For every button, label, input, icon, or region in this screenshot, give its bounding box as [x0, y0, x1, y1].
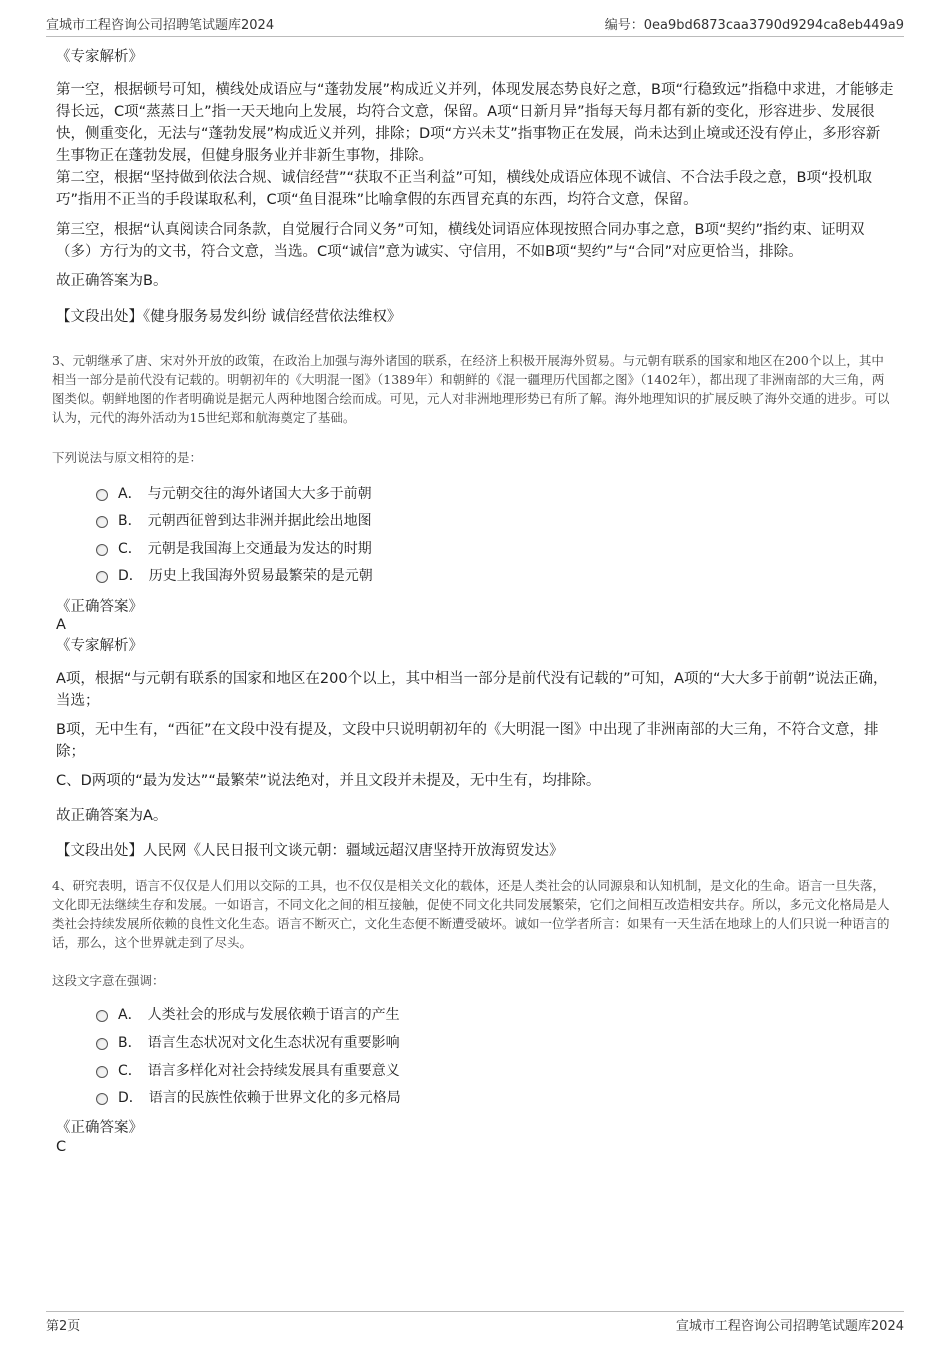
q2-analysis-para-3: 第三空，根据“认真阅读合同条款，自觉履行合同义务”可知，横线处词语应体现按照合同办事之意，B项“契约”指约束、证明双（多）方行为的文书，符合文意，当选。C项“诚信”意为诚实、守信用，不如B项“契约”与“合同”对应更恰当，排除。	[56, 222, 865, 260]
q3-passage: 3、元朝继承了唐、宋对外开放的政策，在政治上加强与海外诸国的联系，在经济上积极开展海外贸易。与元朝有联系的国家和地区在200个以上，其中相当一部分是前代没有记载的。明朝初年的《大明混一图》（1389年）和朝鲜的《混一疆理历代国都之图》（1402年），都出现了非洲南部的大三角，两图类似。朝鲜地图的作者明确说是据元人两种地图合绘而成。可见，元人对非洲地理形势已有所了解。海外地理知识的扩展反映了海外交通的进步。可以认为，元代的海外活动为15世纪郑和航海奠定了基础。	[52, 353, 890, 425]
q2-expert-label: 《专家解析》	[56, 49, 143, 65]
radio-button-icon[interactable]	[96, 571, 108, 583]
q3-option-d[interactable]	[96, 565, 373, 585]
q4-option-b[interactable]	[96, 1032, 400, 1052]
page-number: 第2页	[46, 1319, 81, 1334]
radio-button-icon[interactable]	[96, 1038, 108, 1050]
option-text: 人类社会的形成与发展依赖于语言的产生	[147, 1007, 400, 1023]
q3-conclusion: 故正确答案为A。	[56, 808, 168, 824]
q4-passage: 4、研究表明，语言不仅仅是人们用以交际的工具，也不仅仅是相关文化的载体，还是人类社会的认同源泉和认知机制，是文化的生命。语言一旦失落，文化即无法继续生存和发展。一如语言，不同文化之间的相互接触，促使不同文化共同发展繁荣，它们之间相互改造相安共存。所以，多元文化格局是人类社会持续发展所依赖的良性文化生态。语言不断灭亡，文化生态便不断遭受破坏。诚如一位学者所言：如果有一天生活在地球上的人们只说一种语言的话，那么，这个世界就走到了尽头。	[52, 878, 890, 950]
q3-answer: A	[56, 617, 66, 633]
option-letter: B．	[118, 513, 142, 529]
option-text: 元朝西征曾到达非洲并据此绘出地图	[147, 513, 372, 529]
option-letter: C．	[118, 1063, 142, 1079]
q3-analysis-para-3: C、D两项的“最为发达”“最繁荣”说法绝对，并且文段并未提及，无中生有，均排除。	[56, 773, 601, 789]
option-letter: B．	[118, 1035, 142, 1051]
document-id: 编号：0ea9bd6873caa3790d9294ca8eb449a9	[604, 18, 904, 33]
option-text: 语言生态状况对文化生态状况有重要影响	[147, 1035, 400, 1051]
q4-answer: C	[56, 1139, 67, 1155]
option-letter: A．	[118, 486, 142, 502]
option-text: 语言的民族性依赖于世界文化的多元格局	[148, 1090, 401, 1106]
page-header	[46, 14, 904, 37]
option-text: 历史上我国海外贸易最繁荣的是元朝	[148, 568, 373, 584]
option-letter: A．	[118, 1007, 142, 1023]
q3-source: 【文段出处】人民网《人民日报刊文谈元朝：疆域远超汉唐坚持开放海贸发达》	[56, 843, 564, 859]
option-letter: D．	[118, 568, 143, 584]
q3-analysis-para-1: A项，根据“与元朝有联系的国家和地区在200个以上，其中相当一部分是前代没有记载的”可知，A项的“大大多于前朝”说法正确，当选；	[56, 671, 888, 709]
q2-analysis-para-1: 第一空，根据顿号可知，横线处成语应与“蓬勃发展”构成近义并列，体现发展态势良好之意，B项“行稳致远”指稳中求进，才能够走得长远，C项“蒸蒸日上”指一天天地向上发展，均符合文意，保留。A项“日新月异”指每天每月都有新的变化，形容进步、发展很快，侧重变化，无法与“蓬勃发展”构成近义并列，排除；D项“方兴未艾”指事物正在发展，尚未达到止境或还没有停止，多形容新生事物正在蓬勃发展，但健身服务业并非新生事物，排除。	[56, 82, 894, 164]
option-text: 与元朝交往的海外诸国大大多于前朝	[147, 486, 372, 502]
q4-option-c[interactable]	[96, 1060, 400, 1080]
q3-answer-label: 《正确答案》	[56, 599, 143, 615]
footer-title: 宣城市工程咨询公司招聘笔试题库2024	[675, 1319, 904, 1334]
radio-button-icon[interactable]	[96, 516, 108, 528]
page-footer	[46, 1311, 904, 1337]
q3-option-a[interactable]	[96, 483, 372, 503]
option-text: 元朝是我国海上交通最为发达的时期	[147, 541, 372, 557]
q4-prompt: 这段文字意在强调：	[52, 973, 165, 988]
q2-analysis-para-2: 第二空，根据“坚持做到依法合规、诚信经营”“获取不正当利益”可知，横线处成语应体现不诚信、不合法手段之意，B项“投机取巧”指用不正当的手段谋取私利，C项“鱼目混珠”比喻拿假的东西冒充真的东西，均符合文意，保留。	[56, 170, 873, 208]
q4-option-d[interactable]	[96, 1087, 401, 1107]
q2-source: 【文段出处】《健身服务易发纠纷 诚信经营依法维权》	[56, 309, 402, 325]
radio-button-icon[interactable]	[96, 1066, 108, 1078]
q2-conclusion: 故正确答案为B。	[56, 273, 168, 289]
option-letter: D．	[118, 1090, 143, 1106]
header-title: 宣城市工程咨询公司招聘笔试题库2024	[46, 18, 275, 33]
option-letter: C．	[118, 541, 142, 557]
radio-button-icon[interactable]	[96, 489, 108, 501]
q3-expert-label: 《专家解析》	[56, 638, 143, 654]
radio-button-icon[interactable]	[96, 1010, 108, 1022]
radio-button-icon[interactable]	[96, 544, 108, 556]
q4-answer-label: 《正确答案》	[56, 1120, 143, 1136]
q3-option-b[interactable]	[96, 510, 372, 530]
radio-button-icon[interactable]	[96, 1093, 108, 1105]
option-text: 语言多样化对社会持续发展具有重要意义	[147, 1063, 400, 1079]
q4-option-a[interactable]	[96, 1004, 400, 1024]
q3-prompt: 下列说法与原文相符的是：	[52, 450, 203, 465]
q3-option-c[interactable]	[96, 538, 372, 558]
q3-analysis-para-2: B项，无中生有，“西征”在文段中没有提及，文段中只说明朝初年的《大明混一图》中出现了非洲南部的大三角，不符合文意，排除；	[56, 722, 879, 760]
